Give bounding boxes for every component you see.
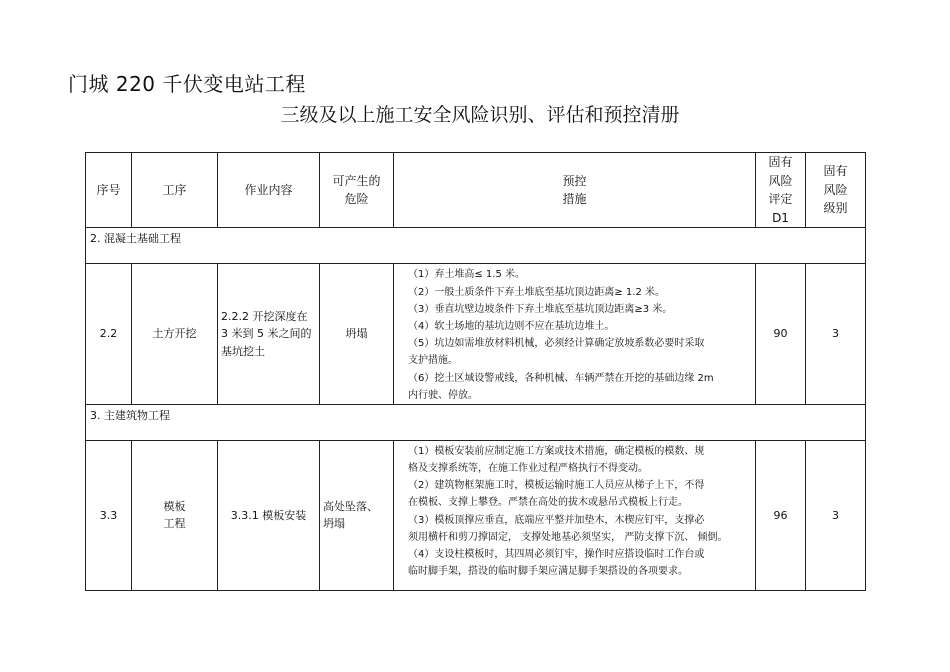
cell-hazard: 坍塌 bbox=[320, 264, 394, 405]
cell-process: 土方开挖 bbox=[132, 264, 218, 405]
cell-content-line2: 3 米到 5 米之间的 bbox=[221, 327, 312, 341]
cell-content: 3.3.1 模板安装 bbox=[218, 440, 320, 590]
header-hazard-line2: 危险 bbox=[344, 192, 369, 207]
table-row bbox=[86, 264, 866, 405]
header-level-line3: 级别 bbox=[823, 201, 848, 216]
header-row bbox=[86, 153, 866, 228]
measure-line: 格及支撑系统等，在施工作业过程严格执行不得变动。 bbox=[408, 463, 648, 475]
cell-seq: 2.2 bbox=[86, 264, 132, 405]
cell-process bbox=[132, 440, 218, 590]
measure-line: （2）一般土质条件下弃土堆底至基坑顶边距离≥ 1.2 米。 bbox=[408, 286, 666, 298]
header-hazard bbox=[320, 153, 394, 228]
cell-seq: 3.3 bbox=[86, 440, 132, 590]
measure-line: 内行驶、停放。 bbox=[408, 389, 478, 401]
measure-line: （1）弃土堆高≤ 1.5 米。 bbox=[408, 269, 526, 281]
header-d1 bbox=[756, 153, 806, 228]
cell-d1: 90 bbox=[756, 264, 806, 405]
section-title: 3. 主建筑物工程 bbox=[86, 404, 866, 440]
cell-content-line1: 2.2.2 开挖深度在 bbox=[221, 309, 308, 323]
header-level-line2: 风险 bbox=[823, 182, 848, 197]
header-hazard-line1: 可产生的 bbox=[332, 173, 381, 188]
risk-table bbox=[85, 152, 866, 591]
cell-process-line2: 工程 bbox=[163, 517, 186, 531]
measure-line: （3）模板顶撑应垂直，底端应平整并加垫木，木楔应钉牢，支撑必 bbox=[408, 514, 705, 526]
section-row bbox=[86, 404, 866, 440]
header-level bbox=[806, 153, 866, 228]
header-d1-line3: 评定 bbox=[768, 192, 793, 207]
cell-measures bbox=[394, 440, 756, 590]
header-measures bbox=[394, 153, 756, 228]
cell-hazard bbox=[320, 440, 394, 590]
measure-line: 在模板、支撑上攀登。严禁在高处的拔木或悬吊式模板上行走。 bbox=[408, 497, 688, 509]
header-d1-line4: D1 bbox=[772, 210, 789, 225]
header-content bbox=[218, 153, 320, 228]
measure-line: 支护措施。 bbox=[408, 355, 458, 367]
header-process: 工序 bbox=[132, 153, 218, 228]
section-row bbox=[86, 228, 866, 264]
table-row bbox=[86, 440, 866, 590]
measure-line: （2）建筑物框架施工时，模板运输时施工人员应从梯子上下，不得 bbox=[408, 480, 705, 492]
measure-line: （5）坑边如需堆放材料机械，必须经计算确定放坡系数必要时采取 bbox=[408, 338, 705, 350]
measure-line: （6）挖土区域设警戒线，各种机械、车辆严禁在开挖的基础边缘 2m bbox=[408, 372, 714, 384]
cell-process-line1: 模板 bbox=[163, 499, 186, 513]
measure-line: （3）垂直坑壁边坡条件下弃土堆底至基坑顶边距离≥3 米。 bbox=[408, 303, 673, 315]
cell-level: 3 bbox=[806, 264, 866, 405]
measure-line: 临时脚手架，搭设的临时脚手架应满足脚手架搭设的各项要求。 bbox=[408, 566, 688, 578]
measure-line: （1）模板安装前应制定施工方案或技术措施，确定模板的模数、规 bbox=[408, 445, 705, 457]
header-d1-line1: 固有 bbox=[768, 155, 793, 169]
measure-line: 须用横杆和剪刀撑固定， 支撑处地基必须坚实， 严防支撑下沉、 倾倒。 bbox=[408, 531, 728, 543]
cell-d1: 96 bbox=[756, 440, 806, 590]
header-measures-line1: 预控 bbox=[562, 173, 587, 188]
cell-content bbox=[218, 264, 320, 405]
list-title: 三级及以上施工安全风险识别、评估和预控清册 bbox=[280, 104, 680, 126]
measure-line: （4）支设柱模板时，其四周必须钉牢，操作时应搭设临时工作台或 bbox=[408, 549, 705, 560]
header-seq: 序号 bbox=[86, 153, 132, 228]
cell-hazard-line2: 坍塌 bbox=[323, 517, 345, 531]
section-title: 2. 混凝土基础工程 bbox=[86, 228, 866, 264]
cell-content-line3: 基坑挖土 bbox=[221, 344, 265, 358]
header-d1-line2: 风险 bbox=[768, 173, 793, 188]
project-title: 门城 220 千伏变电站工程 bbox=[68, 72, 306, 96]
header-content-label: 作业内容 bbox=[244, 182, 293, 197]
header-measures-line2: 措施 bbox=[562, 192, 587, 207]
cell-measures bbox=[394, 264, 756, 405]
cell-hazard-line1: 高处坠落、 bbox=[323, 499, 378, 513]
measure-line: （4）软土场地的基坑边则不应在基坑边堆土。 bbox=[408, 320, 615, 332]
cell-level: 3 bbox=[806, 440, 866, 590]
header-level-line1: 固有 bbox=[823, 164, 848, 179]
